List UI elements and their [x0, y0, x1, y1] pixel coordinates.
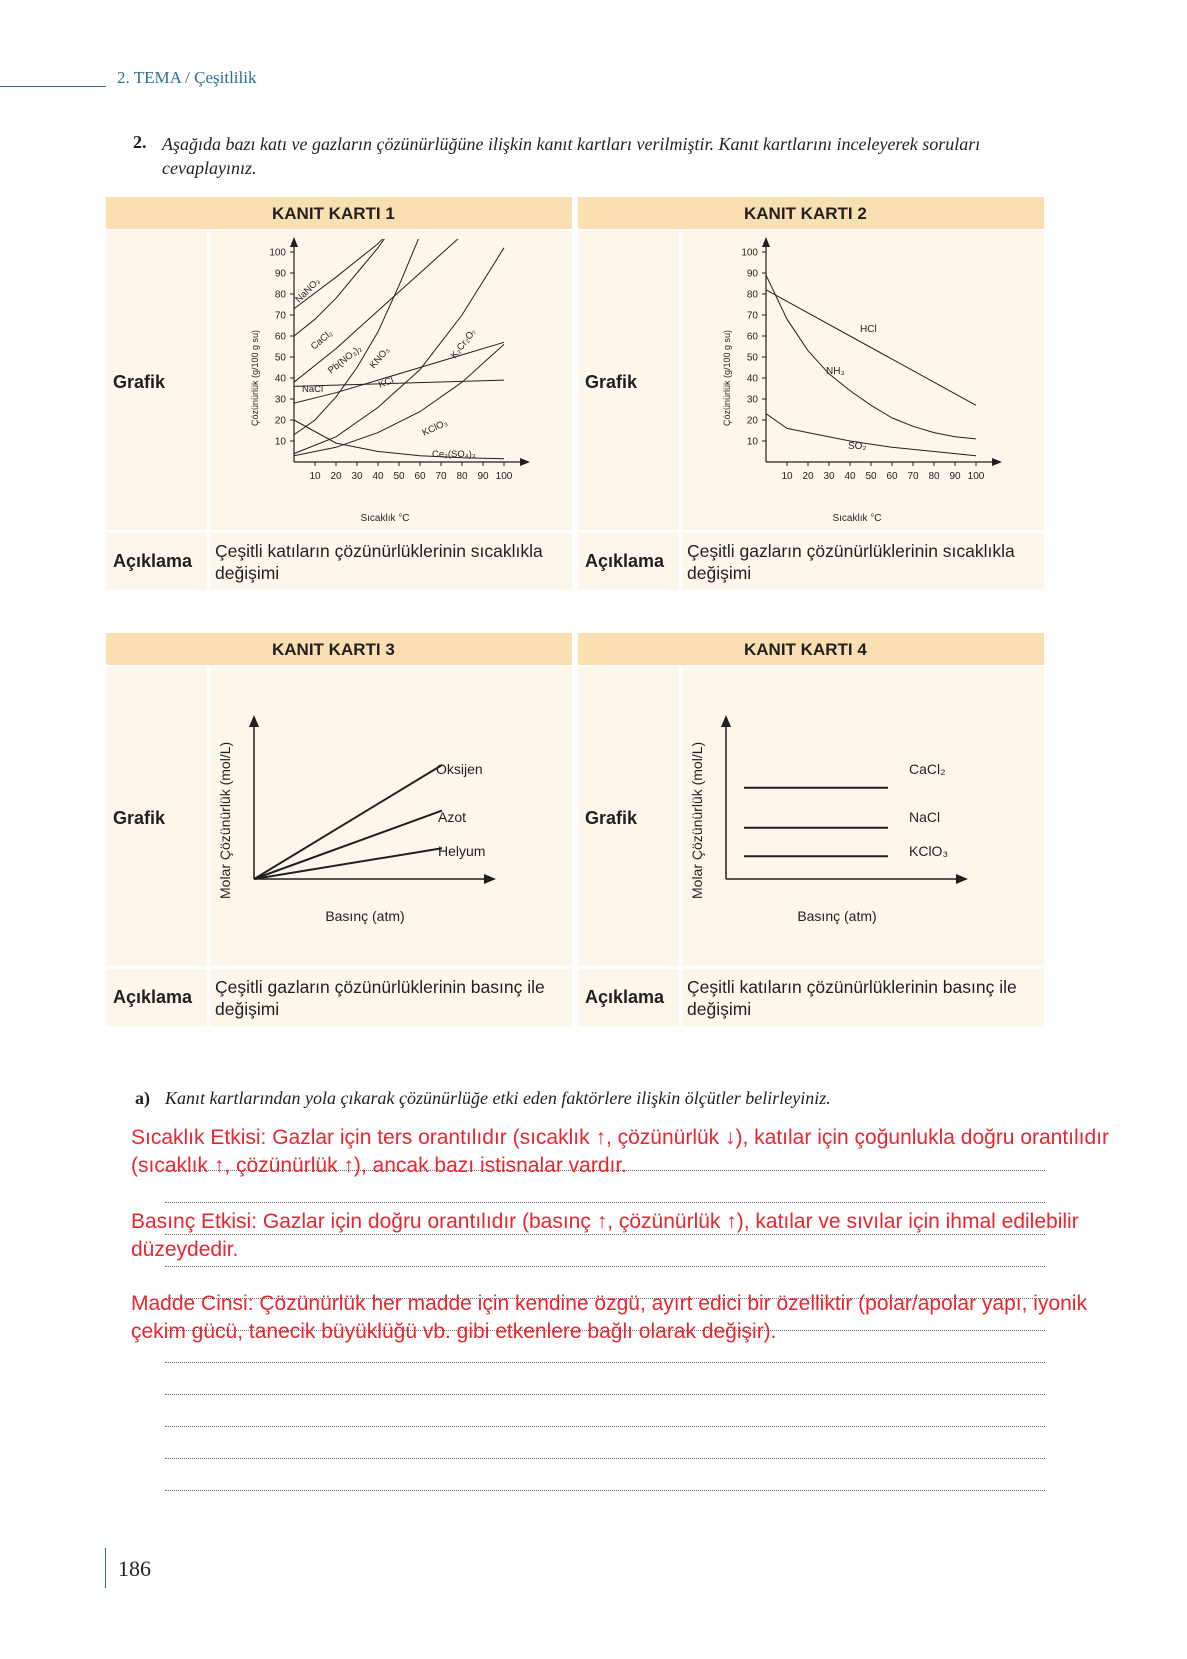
- card-4-aciklama-label: Açıklama: [585, 987, 665, 1007]
- y-tick-label: 40: [274, 373, 286, 385]
- y-tick-label: 60: [274, 331, 286, 343]
- x-tick-label: 90: [477, 471, 489, 482]
- page-number: 186: [118, 1556, 151, 1581]
- card-3-aciklama-label: Açıklama: [113, 987, 193, 1007]
- y-tick-label: 30: [746, 394, 758, 406]
- label-hcl: HCl: [860, 324, 877, 335]
- y-tick-label: 90: [274, 268, 286, 280]
- card-4-graph-cell: [682, 667, 1044, 966]
- answer-line[interactable]: [165, 1394, 1045, 1395]
- y-tick-label: 70: [746, 310, 758, 322]
- card-1-grafik-label: Grafik: [113, 372, 166, 392]
- label-nh3: NH₃: [826, 366, 845, 377]
- answer-pressure: Basınç Etkisi: Gazlar için doğru orantılıdır (basınç ↑, çözünürlük ↑), katılar ve sıvılar için ihmal edilebilir düzeydedir.: [131, 1210, 1079, 1261]
- card-4-grafik-cell: [578, 667, 679, 966]
- y-tick-label: 50: [274, 352, 286, 364]
- card-1-graph-cell: [210, 231, 572, 530]
- x-tick-label: 60: [886, 471, 898, 482]
- x-tick-label: 30: [823, 471, 835, 482]
- series-k-cr-o-line: [294, 248, 504, 454]
- card-1-description-cell: [210, 533, 572, 590]
- y-tick-label: 70: [274, 310, 286, 322]
- y-tick-label: 10: [746, 436, 758, 448]
- card-2-description: Çeşitli gazların çözünürlüklerinin sıcaklıkla değişimi: [687, 541, 1015, 583]
- answer-line[interactable]: [165, 1266, 1045, 1267]
- label-kcl: KCl: [377, 374, 396, 391]
- y-tick-label: 40: [746, 373, 758, 385]
- y-tick-label: 20: [746, 415, 758, 427]
- x-tick-label: 70: [907, 471, 919, 482]
- series-helyum-line: [254, 848, 442, 879]
- label-nano3: NaNO₃: [293, 275, 323, 306]
- card-2-xlabel: Sıcaklık °C: [832, 513, 882, 524]
- answer-line[interactable]: [165, 1458, 1045, 1459]
- y-tick-label: 60: [746, 331, 758, 343]
- card-3-title: KANIT KARTI 3: [272, 640, 395, 659]
- card-1-aciklama-cell: [106, 533, 207, 590]
- card-3-grafik-label: Grafik: [113, 808, 166, 828]
- card-4-aciklama-cell: [578, 969, 679, 1026]
- x-tick-label: 90: [949, 471, 961, 482]
- card-4-title: KANIT KARTI 4: [744, 640, 867, 659]
- card-2-aciklama-cell: [578, 533, 679, 590]
- card-3-grafik-cell: [106, 667, 207, 966]
- label-kclo3: KClO₃: [420, 417, 450, 439]
- card-2-aciklama-label: Açıklama: [585, 551, 665, 571]
- sub-question-label: a): [135, 1088, 150, 1108]
- card-2-header: [578, 197, 1044, 229]
- question-number: 2.: [133, 132, 147, 152]
- x-tick-label: 40: [844, 471, 856, 482]
- y-tick-label: 80: [274, 289, 286, 301]
- x-tick-label: 80: [928, 471, 940, 482]
- label-azot: Azot: [438, 809, 467, 825]
- x-tick-label: 60: [414, 471, 426, 482]
- card-3-graph-cell: [210, 667, 572, 966]
- answer-line[interactable]: [165, 1202, 1045, 1203]
- answer-temperature: Sıcaklık Etkisi: Gazlar için ters orantılıdır (sıcaklık ↑, çözünürlük ↓), katılar için çoğunlukla doğru orantılıdır (sıcaklık ↑, çözünürlük ↑), ancak bazı istisnalar vardır.: [131, 1126, 1110, 1177]
- series-oksijen-line: [254, 765, 442, 879]
- card-3-aciklama-cell: [106, 969, 207, 1026]
- x-tick-label: 100: [967, 471, 985, 482]
- header-rule: [0, 86, 106, 87]
- card-1-chart: [210, 231, 572, 530]
- y-tick-label: 30: [274, 394, 286, 406]
- card-2-chart: [682, 231, 1044, 530]
- card-4-xlabel: Basınç (atm): [797, 908, 877, 924]
- card-1-title: KANIT KARTI 1: [272, 204, 395, 223]
- series-kclo-line: [294, 344, 504, 455]
- card-2-description-cell: [682, 533, 1044, 590]
- card-2-grafik-label: Grafik: [585, 372, 638, 392]
- x-tick-label: 50: [393, 471, 405, 482]
- label-cacl2-p: CaCl₂: [909, 761, 946, 777]
- page-number-rule: [105, 1548, 106, 1588]
- series-nh-line: [766, 275, 976, 439]
- y-tick-label: 10: [274, 436, 286, 448]
- label-oksijen: Oksijen: [436, 761, 483, 777]
- card-3-header: [106, 633, 572, 665]
- series-nacl-line: [294, 380, 504, 386]
- x-tick-label: 40: [372, 471, 384, 482]
- sub-question-text: Kanıt kartlarından yola çıkarak çözünürlüğe etki eden faktörlere ilişkin ölçütler belirleyiniz.: [165, 1088, 831, 1108]
- x-tick-label: 10: [309, 471, 321, 482]
- x-tick-label: 80: [456, 471, 468, 482]
- answer-line[interactable]: [165, 1426, 1045, 1427]
- label-cacl2: CaCl₂: [308, 327, 335, 353]
- card-4-grafik-label: Grafik: [585, 808, 638, 828]
- x-tick-label: 20: [802, 471, 814, 482]
- y-tick-label: 90: [746, 268, 758, 280]
- label-so2: SO₂: [848, 441, 867, 452]
- card-1-description: Çeşitli katıların çözünürlüklerinin sıcaklıkla değişimi: [215, 541, 543, 583]
- x-tick-label: 50: [865, 471, 877, 482]
- series-nano-line: [294, 231, 504, 309]
- card-3-ylabel: Molar Çözünürlük (mol/L): [217, 741, 233, 899]
- x-tick-label: 20: [330, 471, 342, 482]
- card-4-description: Çeşitli katıların çözünürlüklerinin basınç ile değişimi: [687, 977, 1017, 1019]
- answer-substance: Madde Cinsi: Çözünürlük her madde için kendine özgü, ayırt edici bir özelliktir (polar/apolar yapı, iyonik çekim gücü, tanecik büyüklüğü vb. gibi etkenlere bağlı olarak değişir).: [131, 1292, 1087, 1343]
- card-2-grafik-cell: [578, 231, 679, 530]
- x-tick-label: 10: [781, 471, 793, 482]
- card-1-ylabel: Çözünürlük (g/100 g su): [250, 329, 260, 426]
- series-pb-no-line: [294, 231, 504, 382]
- card-4-header: [578, 633, 1044, 665]
- card-3-description: Çeşitli gazların çözünürlüklerinin basınç ile değişimi: [215, 977, 545, 1019]
- card-3-description-cell: [210, 969, 572, 1026]
- card-2-graph-cell: [682, 231, 1044, 530]
- card-3-xlabel: Basınç (atm): [325, 908, 405, 924]
- y-tick-label: 100: [741, 247, 758, 259]
- y-tick-label: 20: [274, 415, 286, 427]
- card-1-grafik-cell: [106, 231, 207, 530]
- card-2-title: KANIT KARTI 2: [744, 204, 867, 223]
- label-k2cr2o7: K₂Cr₂O₇: [448, 326, 479, 361]
- y-tick-label: 80: [746, 289, 758, 301]
- y-tick-label: 100: [269, 247, 286, 259]
- label-kno3: KNO₃: [367, 345, 393, 371]
- section-header: 2. TEMA / Çeşitlilik: [117, 68, 257, 87]
- label-nacl: NaCl: [302, 384, 324, 395]
- card-4-description-cell: [682, 969, 1044, 1026]
- label-kclo3-p: KClO₃: [909, 843, 949, 859]
- series-hcl-line: [766, 290, 976, 406]
- question-text: Aşağıda bazı katı ve gazların çözünürlüğüne ilişkin kanıt kartları verilmiştir. Kanıt kartlarını inceleyerek soruları cevaplayınız.: [162, 134, 981, 178]
- answer-line[interactable]: [165, 1490, 1045, 1491]
- label-pbno32: Pb(NO₃)₂: [326, 343, 365, 377]
- card-4-ylabel: Molar Çözünürlük (mol/L): [689, 741, 705, 899]
- card-1-xlabel: Sıcaklık °C: [360, 513, 410, 524]
- card-2-ylabel: Çözünürlük (g/100 g su): [722, 329, 732, 426]
- series-kno-line: [294, 231, 441, 435]
- y-tick-label: 50: [746, 352, 758, 364]
- x-tick-label: 30: [351, 471, 363, 482]
- x-tick-label: 70: [435, 471, 447, 482]
- card-1-header: [106, 197, 572, 229]
- card-4-chart: [682, 667, 1044, 966]
- label-nacl-p: NaCl: [909, 809, 941, 825]
- x-tick-label: 100: [495, 471, 513, 482]
- label-helyum: Helyum: [438, 843, 486, 859]
- card-1-aciklama-label: Açıklama: [113, 551, 193, 571]
- label-ce2so43: Ce₂(SO₄)₃: [432, 449, 476, 460]
- answer-line[interactable]: [165, 1362, 1045, 1363]
- card-3-chart: [210, 667, 572, 966]
